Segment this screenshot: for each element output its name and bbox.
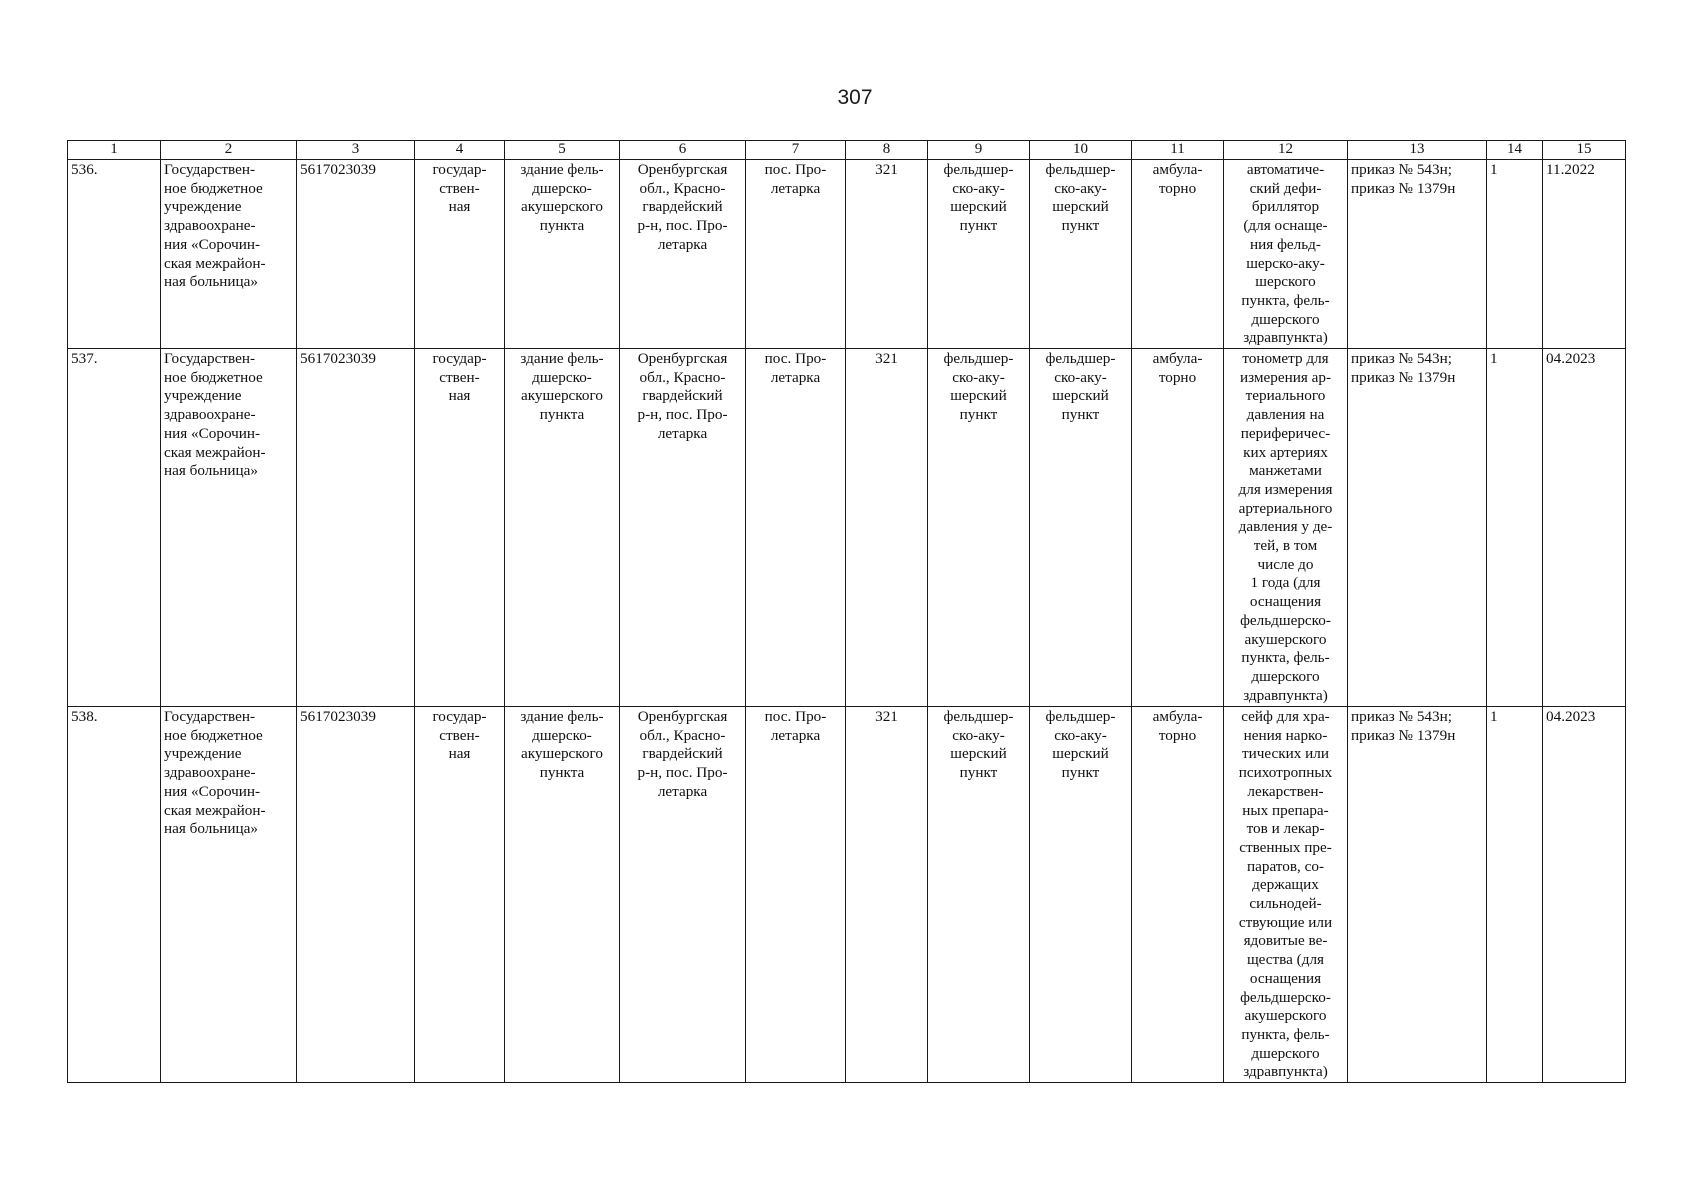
column-header: 5	[505, 141, 620, 160]
order-reference: приказ № 543н; приказ № 1379н	[1348, 160, 1487, 349]
row-number: 538.	[68, 707, 161, 1083]
date-value: 04.2023	[1543, 707, 1626, 1083]
column-number-row	[68, 141, 1626, 160]
locality: пос. Про- летарка	[746, 349, 846, 707]
column-header: 14	[1487, 141, 1543, 160]
organization-name: Государствен- ное бюджетное учреждение здравоохране- ния «Сорочин- ская межрайон- ная больница»	[161, 349, 297, 707]
date-value: 04.2023	[1543, 349, 1626, 707]
date-value: 11.2022	[1543, 160, 1626, 349]
care-condition: амбула- торно	[1132, 707, 1224, 1083]
equipment-name: сейф для хра- нения нарко- тических или психотропных лекарствен- ных препара- тов и лекар- ственных пре- паратов, со- держащих сильнодей- ствующие или ядовитые ве- щества (для оснащения фельдшерско- акушерского пункта, фель- дшерского здравпункта)	[1224, 707, 1348, 1083]
unit-name: фельдшер- ско-аку- шерский пункт	[1030, 707, 1132, 1083]
organization-name: Государствен- ное бюджетное учреждение здравоохране- ния «Сорочин- ская межрайон- ная больница»	[161, 160, 297, 349]
row-number: 537.	[68, 349, 161, 707]
address: Оренбургская обл., Красно- гвардейский р-н, пос. Про- летарка	[620, 160, 746, 349]
column-header: 13	[1348, 141, 1487, 160]
row-number: 536.	[68, 160, 161, 349]
column-header: 11	[1132, 141, 1224, 160]
building-name: здание фель- дшерско- акушерского пункта	[505, 160, 620, 349]
column-header: 2	[161, 141, 297, 160]
care-condition: амбула- торно	[1132, 349, 1224, 707]
column-header: 8	[846, 141, 928, 160]
page-number: 307	[837, 86, 873, 109]
ownership-form: государ- ствен- ная	[415, 707, 505, 1083]
building-name: здание фель- дшерско- акушерского пункта	[505, 349, 620, 707]
column-header: 4	[415, 141, 505, 160]
equipment-name: автоматиче- ский дефи- бриллятор (для оснаще- ния фельд- шерско-аку- шерского пункта, фель- дшерского здравпункта)	[1224, 160, 1348, 349]
column-header: 15	[1543, 141, 1626, 160]
inn-value: 5617023039	[297, 349, 415, 707]
column-header: 10	[1030, 141, 1132, 160]
unit-type: фельдшер- ско-аку- шерский пункт	[928, 349, 1030, 707]
quantity: 1	[1487, 707, 1543, 1083]
register-table	[67, 140, 1626, 1083]
order-reference: приказ № 543н; приказ № 1379н	[1348, 707, 1487, 1083]
code-value: 321	[846, 160, 928, 349]
code-value: 321	[846, 707, 928, 1083]
column-header: 12	[1224, 141, 1348, 160]
column-header: 3	[297, 141, 415, 160]
unit-type: фельдшер- ско-аку- шерский пункт	[928, 707, 1030, 1083]
locality: пос. Про- летарка	[746, 160, 846, 349]
column-header: 1	[68, 141, 161, 160]
address: Оренбургская обл., Красно- гвардейский р-н, пос. Про- летарка	[620, 707, 746, 1083]
inn-value: 5617023039	[297, 160, 415, 349]
ownership-form: государ- ствен- ная	[415, 349, 505, 707]
quantity: 1	[1487, 349, 1543, 707]
ownership-form: государ- ствен- ная	[415, 160, 505, 349]
code-value: 321	[846, 349, 928, 707]
table-row	[68, 707, 1626, 1083]
organization-name: Государствен- ное бюджетное учреждение здравоохране- ния «Сорочин- ская межрайон- ная больница»	[161, 707, 297, 1083]
quantity: 1	[1487, 160, 1543, 349]
equipment-name: тонометр для измерения ар- териального давления на периферичес- ких артериях манжетами для измерения артериального давления у де- тей, в том числе до 1 года (для оснащения фельдшерско- акушерского пункта, фель- дшерского здравпункта)	[1224, 349, 1348, 707]
building-name: здание фель- дшерско- акушерского пункта	[505, 707, 620, 1083]
inn-value: 5617023039	[297, 707, 415, 1083]
column-header: 7	[746, 141, 846, 160]
unit-name: фельдшер- ско-аку- шерский пункт	[1030, 160, 1132, 349]
care-condition: амбула- торно	[1132, 160, 1224, 349]
unit-name: фельдшер- ско-аку- шерский пункт	[1030, 349, 1132, 707]
locality: пос. Про- летарка	[746, 707, 846, 1083]
column-header: 6	[620, 141, 746, 160]
column-header: 9	[928, 141, 1030, 160]
unit-type: фельдшер- ско-аку- шерский пункт	[928, 160, 1030, 349]
order-reference: приказ № 543н; приказ № 1379н	[1348, 349, 1487, 707]
table-row	[68, 349, 1626, 707]
address: Оренбургская обл., Красно- гвардейский р-н, пос. Про- летарка	[620, 349, 746, 707]
table-row	[68, 160, 1626, 349]
